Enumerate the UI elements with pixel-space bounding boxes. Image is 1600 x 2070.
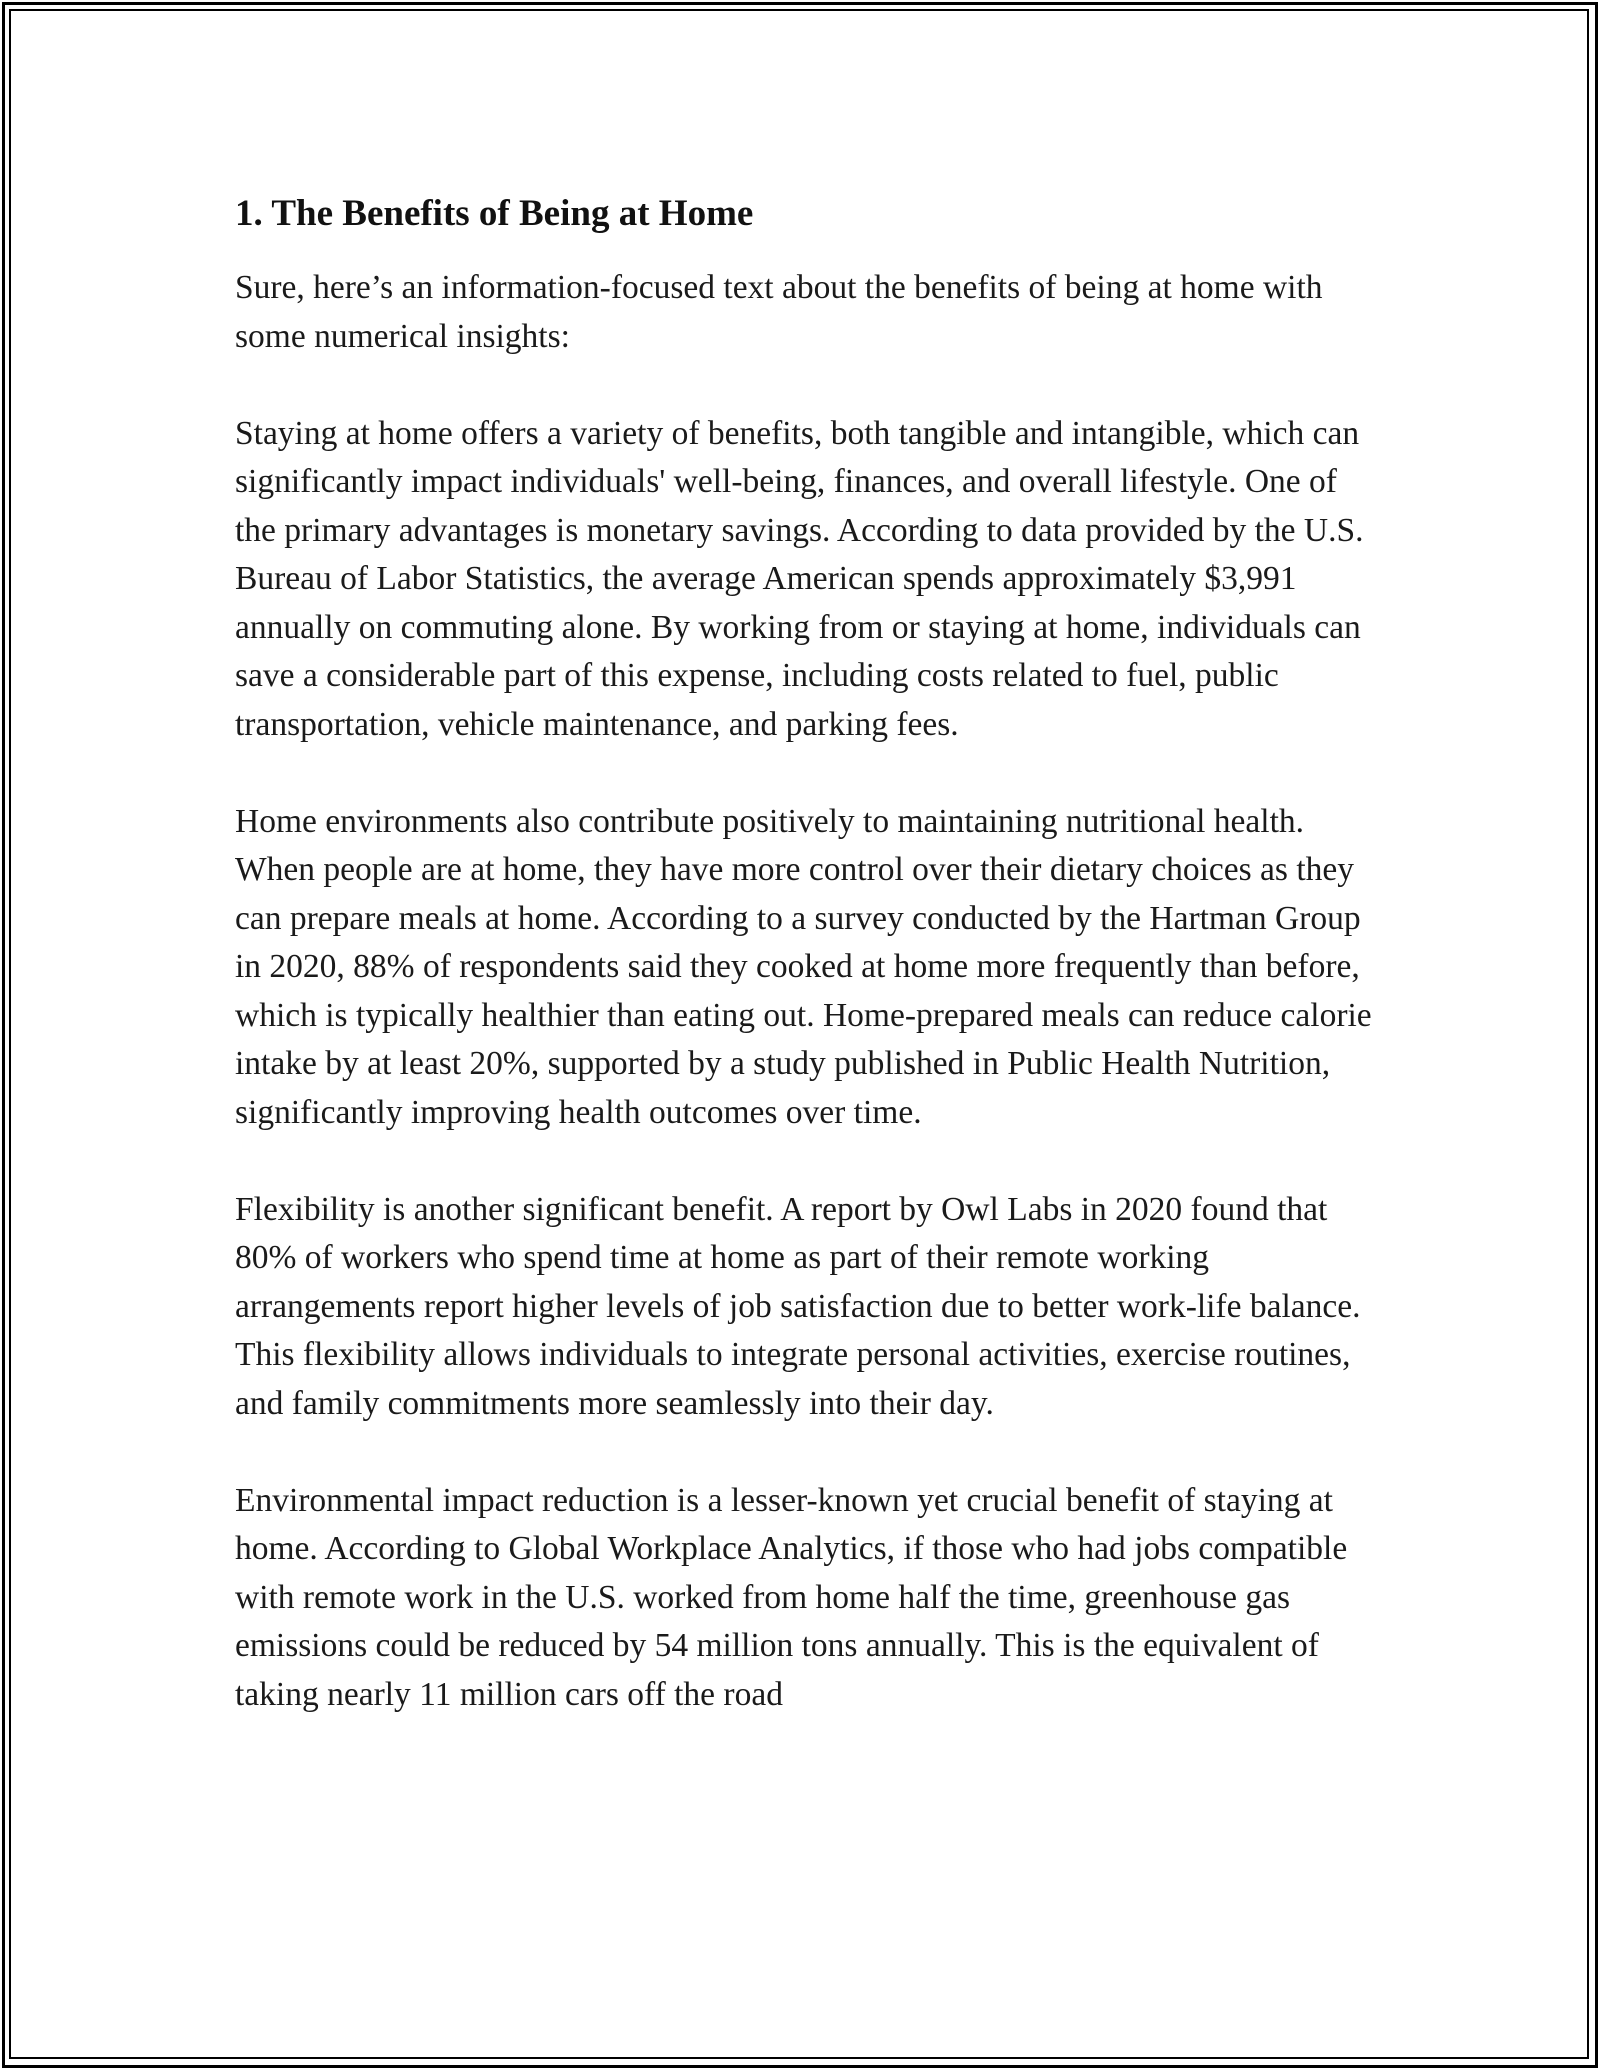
paragraph-nutrition: Home environments also contribute positively to maintaining nutritional health. When people are at home, they have more control over their dietary choices as they can prepare meals at home. According to a survey conducted by the Hartman Group in 2020, 88% of respondents said they cooked at home more frequently than before, which is typically healthier than eating out. Home-prepared meals can reduce calorie intake by at least 20%, supported by a study published in Public Health Nutrition, significantly improving health outcomes over time. [235, 802, 1372, 1131]
section-heading: 1. The Benefits of Being at Home [235, 193, 754, 234]
paragraph-flexibility: Flexibility is another significant benefit. A report by Owl Labs in 2020 found that 80% of workers who spend time at home as part of their remote working arrangements report higher levels of job satisfaction due to better work-life balance. This flexibility allows individuals to integrate personal activities, exercise routines, and family commitments more seamlessly into their day. [235, 1190, 1361, 1422]
paragraph-environment: Environmental impact reduction is a lesser-known yet crucial benefit of staying at home. According to Global Workplace Analytics, if those who had jobs compatible with remote work in the U.S. worked from home half the time, greenhouse gas emissions could be reduced by 54 million tons annually. This is the equivalent of taking nearly 11 million cars off the road [235, 1481, 1348, 1713]
paragraph-savings: Staying at home offers a variety of benefits, both tangible and intangible, which can significantly impact individuals' well-being, finances, and overall lifestyle. One of the primary advantages is monetary savings. According to data provided by the U.S. Bureau of Labor Statistics, the average American spends approximately $3,991 annually on commuting alone. By working from or staying at home, individuals can save a considerable part of this expense, including costs related to fuel, public transportation, vehicle maintenance, and parking fees. [235, 414, 1364, 743]
document-body [235, 186, 1385, 1768]
paragraph-intro: Sure, here’s an information-focused text about the benefits of being at home with some numerical insights: [235, 269, 1323, 355]
